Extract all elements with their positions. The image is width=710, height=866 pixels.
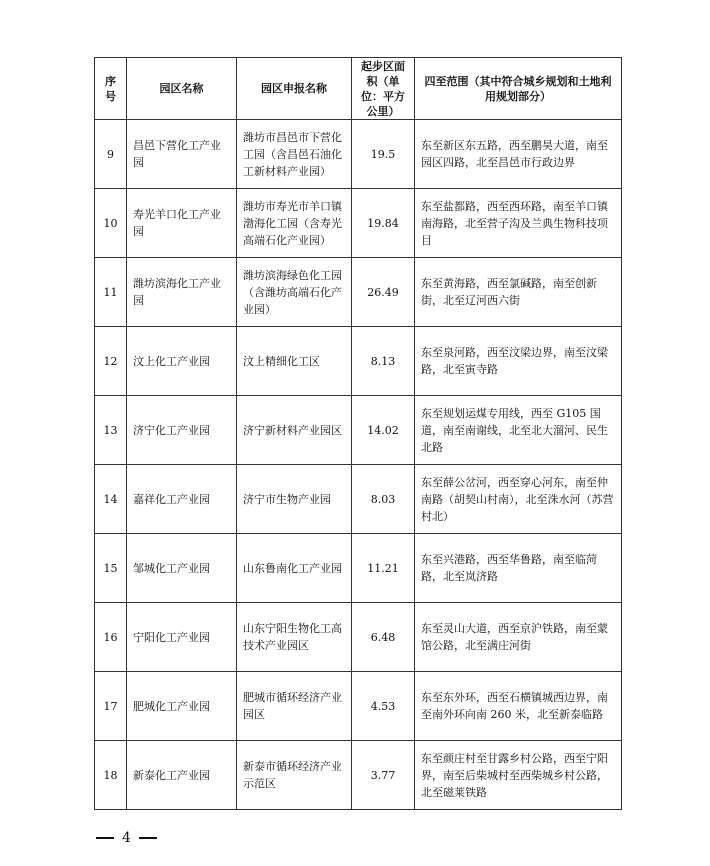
row-apply-name: 济宁新材料产业园区 (237, 396, 352, 465)
row-name: 新泰化工产业园 (127, 741, 237, 810)
header-apply-name: 园区申报名称 (237, 58, 352, 120)
row-boundary: 东至东外环，西至石横镇城西边界，南至南外环向南 260 米，北至新泰临路 (415, 672, 622, 741)
row-area: 14.02 (352, 396, 415, 465)
row-area: 6.48 (352, 603, 415, 672)
row-boundary: 东至薛公岔河，西至穿心河东，南至仲南路（胡契山村南），北至洙水河（苏营村北） (415, 465, 622, 534)
row-boundary: 东至新区东五路，西至鹏昊大道，南至园区四路，北至昌邑市行政边界 (415, 120, 622, 189)
row-name: 昌邑下营化工产业园 (127, 120, 237, 189)
row-area: 8.13 (352, 327, 415, 396)
row-apply-name: 潍坊滨海绿色化工园（含潍坊高端石化产业园） (237, 258, 352, 327)
row-area: 8.03 (352, 465, 415, 534)
row-boundary: 东至灵山大道，西至京沪铁路，南至蒙馆公路，北至满庄河街 (415, 603, 622, 672)
row-apply-name: 济宁市生物产业园 (237, 465, 352, 534)
page-number (96, 830, 157, 846)
row-num: 9 (95, 120, 127, 189)
row-area: 11.21 (352, 534, 415, 603)
row-area: 3.77 (352, 741, 415, 810)
dash-right (139, 837, 157, 839)
header-num: 序号 (95, 58, 127, 120)
row-apply-name: 新泰市循环经济产业示范区 (237, 741, 352, 810)
row-area: 19.84 (352, 189, 415, 258)
row-num: 10 (95, 189, 127, 258)
row-boundary: 东至颜庄村至甘露乡村公路，西至宁阳界，南至后柴城村至西柴城乡村公路，北至磁莱铁路 (415, 741, 622, 810)
table-row (95, 672, 622, 741)
row-name: 嘉祥化工产业园 (127, 465, 237, 534)
table-row (95, 120, 622, 189)
table-row (95, 603, 622, 672)
row-area: 4.53 (352, 672, 415, 741)
row-apply-name: 肥城市循环经济产业园区 (237, 672, 352, 741)
row-boundary: 东至泉河路，西至汶梁边界，南至汶梁路，北至寅寺路 (415, 327, 622, 396)
row-area: 26.49 (352, 258, 415, 327)
row-name: 寿光羊口化工产业园 (127, 189, 237, 258)
table-row (95, 189, 622, 258)
row-boundary: 东至黄海路，西至氯碱路，南至创新街，北至辽河西六街 (415, 258, 622, 327)
row-name: 肥城化工产业园 (127, 672, 237, 741)
table-row (95, 258, 622, 327)
row-name: 邹城化工产业园 (127, 534, 237, 603)
row-num: 11 (95, 258, 127, 327)
row-num: 12 (95, 327, 127, 396)
row-apply-name: 潍坊市昌邑市下营化工园（含昌邑石油化工新材料产业园） (237, 120, 352, 189)
park-table (94, 57, 622, 810)
row-apply-name: 山东宁阳生物化工高技术产业园区 (237, 603, 352, 672)
row-num: 18 (95, 741, 127, 810)
row-name: 济宁化工产业园 (127, 396, 237, 465)
table-row (95, 396, 622, 465)
row-name: 宁阳化工产业园 (127, 603, 237, 672)
header-boundary: 四至范围（其中符合城乡规划和土地利用规划部分） (415, 58, 622, 120)
row-num: 14 (95, 465, 127, 534)
table-row (95, 327, 622, 396)
row-area: 19.5 (352, 120, 415, 189)
header-row (95, 58, 622, 120)
row-num: 15 (95, 534, 127, 603)
row-apply-name: 汶上精细化工区 (237, 327, 352, 396)
header-area: 起步区面积（单位：平方公里） (352, 58, 415, 120)
row-num: 16 (95, 603, 127, 672)
page-number-text: 4 (122, 830, 131, 846)
row-name: 潍坊滨海化工产业园 (127, 258, 237, 327)
row-apply-name: 潍坊市寿光市羊口镇渤海化工园（含寿光高端石化产业园） (237, 189, 352, 258)
row-boundary: 东至规划运煤专用线，西至 G105 国道，南至南谢线，北至北大溜河、民生北路 (415, 396, 622, 465)
table-row (95, 465, 622, 534)
table-row (95, 534, 622, 603)
table-row (95, 741, 622, 810)
row-apply-name: 山东鲁南化工产业园 (237, 534, 352, 603)
row-boundary: 东至盐都路，西至西环路，南至羊口镇南海路，北至营子沟及兰典生物科技项目 (415, 189, 622, 258)
row-name: 汶上化工产业园 (127, 327, 237, 396)
row-num: 13 (95, 396, 127, 465)
row-boundary: 东至兴港路，西至华鲁路，南至临菏路，北至岚济路 (415, 534, 622, 603)
header-name: 园区名称 (127, 58, 237, 120)
row-num: 17 (95, 672, 127, 741)
dash-left (96, 837, 114, 839)
